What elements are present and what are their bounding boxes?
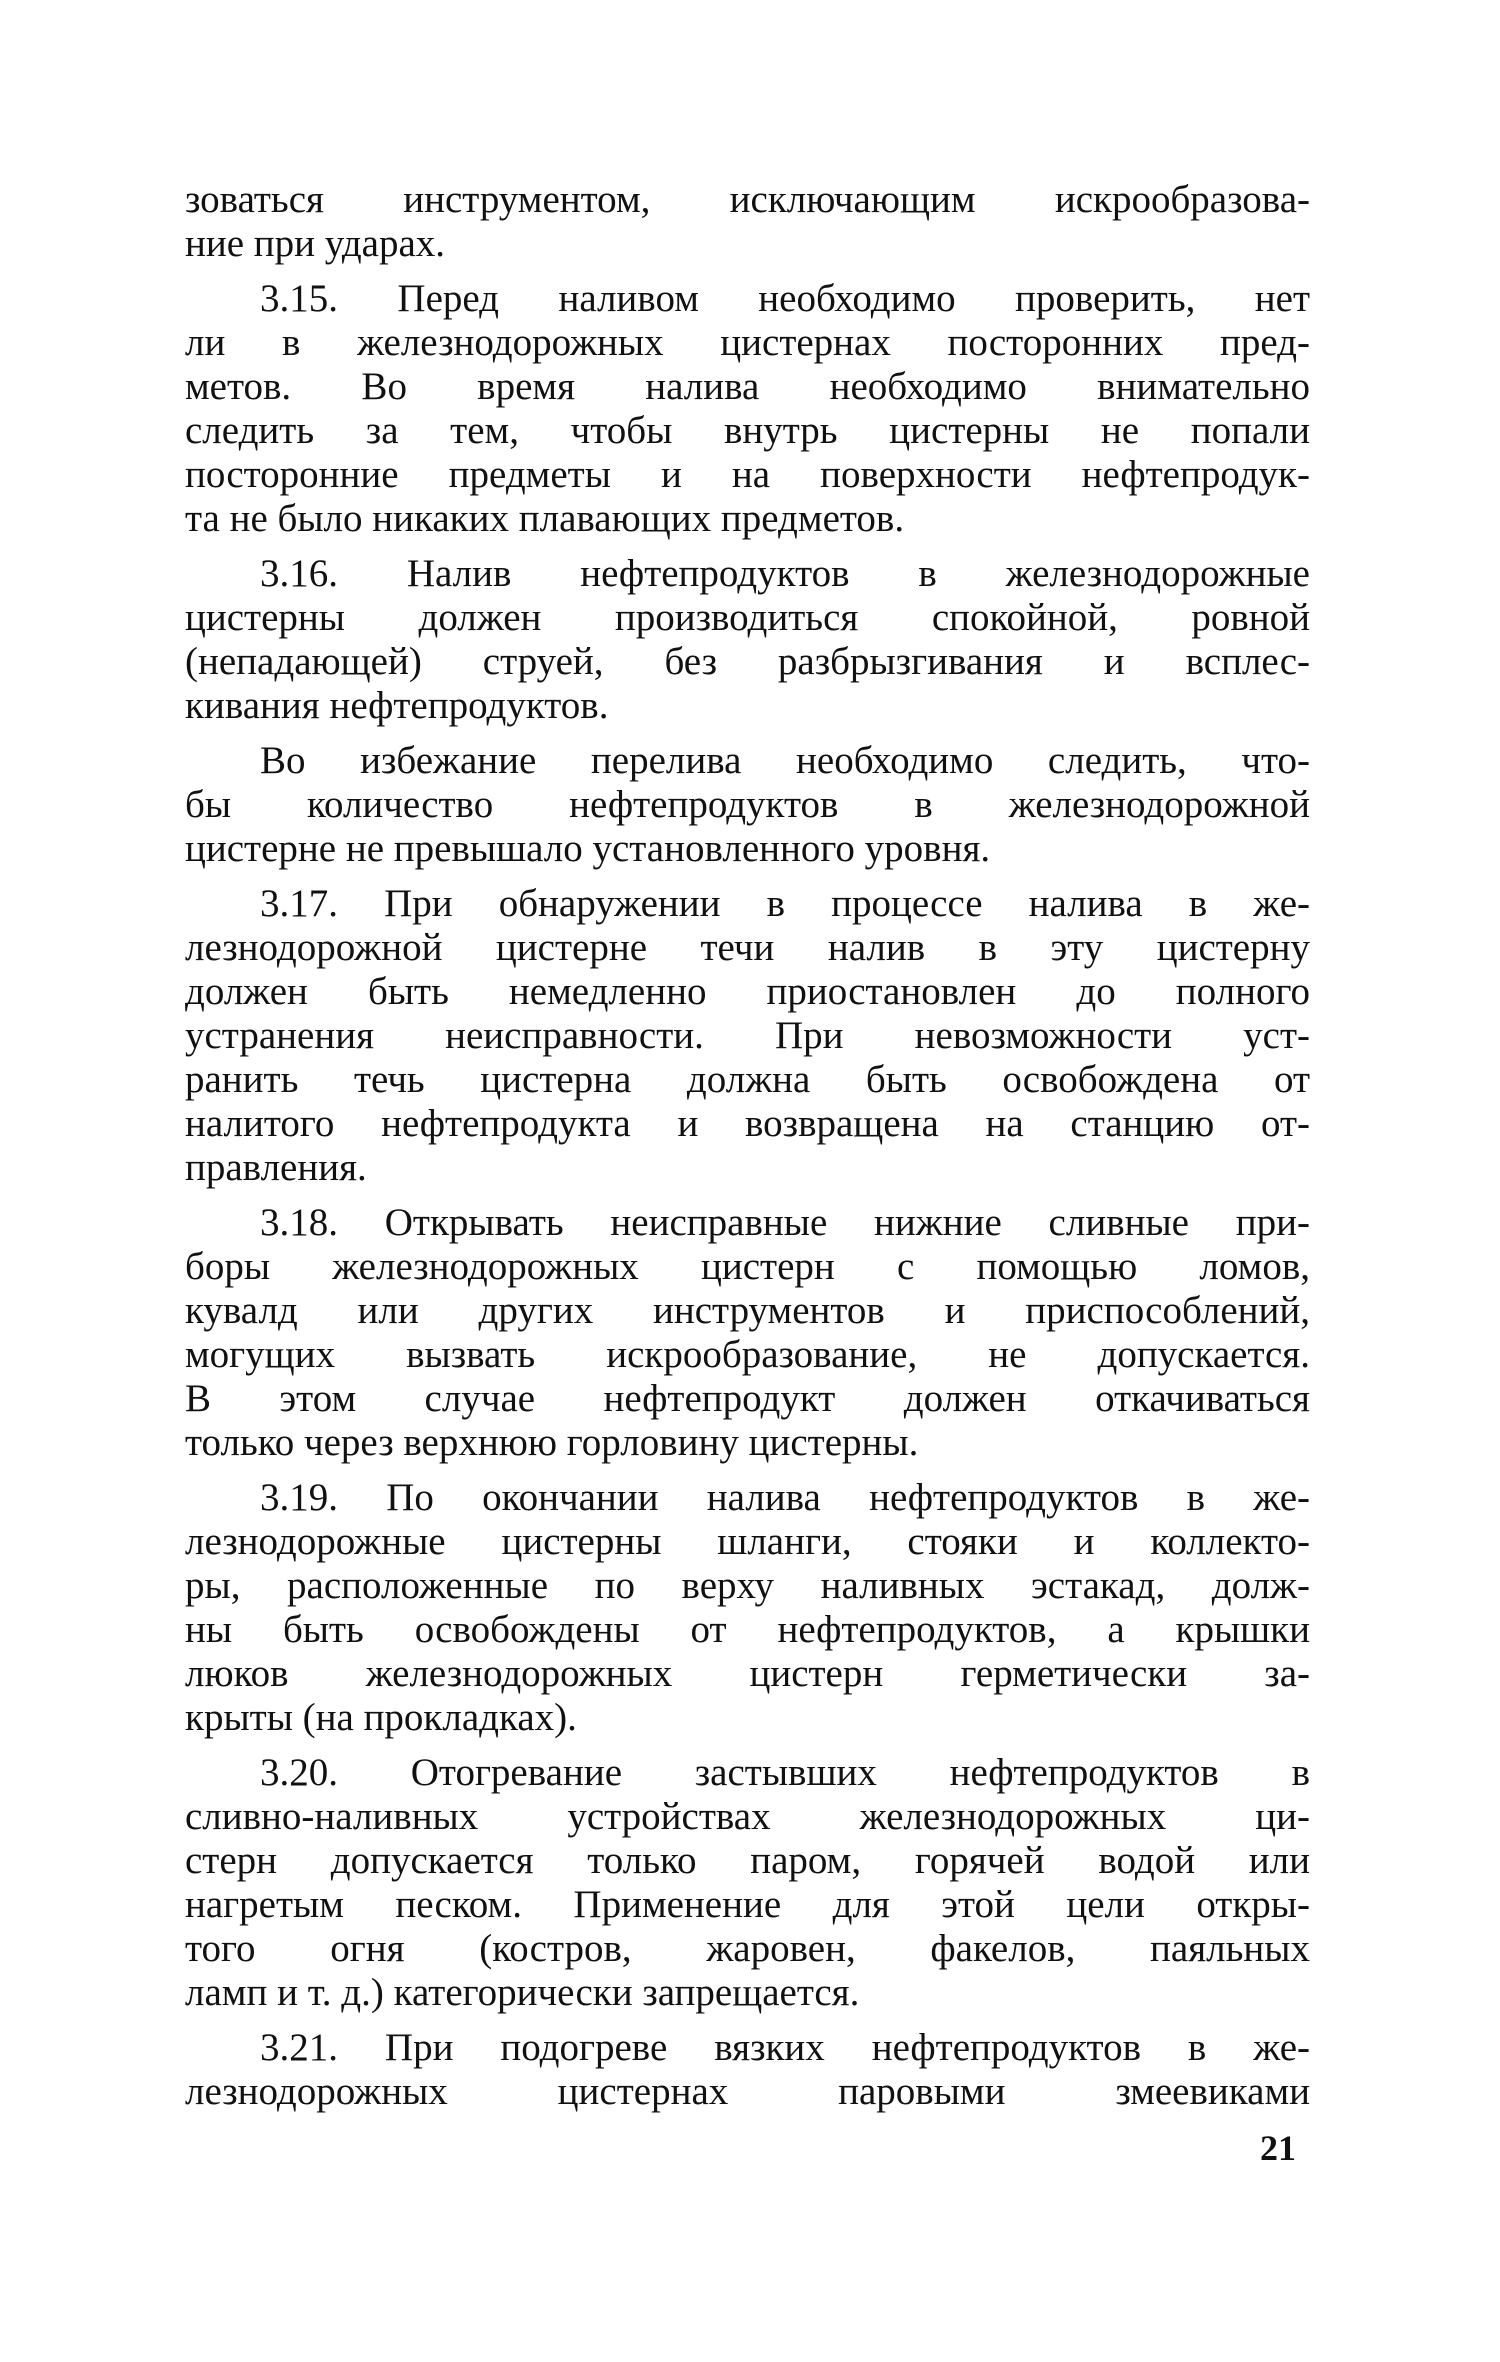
text-line: посторонние предметы и на поверхности нефтепродук- bbox=[185, 453, 1310, 496]
text-line: метов. Во время налива необходимо внимательно bbox=[185, 365, 1310, 408]
text-line: ны быть освобождены от нефтепродуктов, а крышки bbox=[185, 1608, 1310, 1651]
text-line: устранения неисправности. При невозможности уст- bbox=[185, 1014, 1310, 1057]
text-line: стерн допускается только паром, горячей водой или bbox=[185, 1839, 1310, 1882]
text-line: только через верхнюю горловину цистерны. bbox=[185, 1421, 919, 1464]
text-line: цистерны должен производиться спокойной, ровной bbox=[185, 596, 1310, 639]
text-line: того огня (костров, жаровен, факелов, паяльных bbox=[185, 1927, 1310, 1970]
paragraph bbox=[185, 1751, 1310, 2015]
text-line: ранить течь цистерна должна быть освобождена от bbox=[185, 1058, 1310, 1101]
text-line: ли в железнодорожных цистернах посторонних пред- bbox=[185, 321, 1310, 364]
text-line: цистерне не превышало установленного уровня. bbox=[185, 827, 991, 870]
paragraph bbox=[185, 552, 1310, 728]
text-line: та не было никаких плавающих предметов. bbox=[185, 497, 905, 540]
text-line: бы количество нефтепродуктов в железнодорожной bbox=[185, 783, 1310, 826]
text-line: боры железнодорожных цистерн с помощью ломов, bbox=[185, 1245, 1310, 1288]
text-line: кувалд или других инструментов и приспособлений, bbox=[185, 1289, 1310, 1332]
text-line: крыты (на прокладках). bbox=[185, 1696, 577, 1739]
text-line: 3.21. При подогреве вязких нефтепродуктов в же- bbox=[260, 2026, 1310, 2069]
text-line: люков железнодорожных цистерн герметически за- bbox=[185, 1652, 1310, 1695]
text-line: лезнодорожной цистерне течи налив в эту цистерну bbox=[185, 926, 1310, 969]
text-line: (непадающей) струей, без разбрызгивания и всплес- bbox=[185, 640, 1310, 683]
text-line: 3.17. При обнаружении в процессе налива в же- bbox=[260, 882, 1310, 925]
paragraph bbox=[185, 2026, 1310, 2114]
paragraph bbox=[185, 882, 1310, 1190]
text-line: ламп и т. д.) категорически запрещается. bbox=[185, 1971, 860, 2014]
text-line: следить за тем, чтобы внутрь цистерны не попали bbox=[185, 409, 1310, 452]
text-line: 3.19. По окончании налива нефтепродуктов в же- bbox=[260, 1476, 1310, 1519]
paragraph bbox=[185, 277, 1310, 541]
text-line: В этом случае нефтепродукт должен откачиваться bbox=[185, 1377, 1310, 1420]
text-line: 3.20. Отогревание застывших нефтепродуктов в bbox=[260, 1751, 1310, 1794]
page-body bbox=[185, 178, 1310, 2125]
text-line: ние при ударах. bbox=[185, 222, 446, 265]
text-line: нагретым песком. Применение для этой цели откры- bbox=[185, 1883, 1310, 1926]
text-line: 3.15. Перед наливом необходимо проверить, нет bbox=[260, 277, 1310, 320]
paragraph bbox=[185, 739, 1310, 871]
text-line: должен быть немедленно приостановлен до полного bbox=[185, 970, 1310, 1013]
text-line: налитого нефтепродукта и возвращена на станцию от- bbox=[185, 1102, 1310, 1145]
text-line: лезнодорожные цистерны шланги, стояки и коллекто- bbox=[185, 1520, 1310, 1563]
text-line: кивания нефтепродуктов. bbox=[185, 684, 609, 727]
text-line: ры, расположенные по верху наливных эстакад, долж- bbox=[185, 1564, 1310, 1607]
paragraph bbox=[185, 178, 1310, 266]
page-number: 21 bbox=[1260, 2128, 1296, 2168]
text-line: правления. bbox=[185, 1146, 367, 1189]
text-line: могущих вызвать искрообразование, не допускается. bbox=[185, 1333, 1310, 1376]
text-line: сливно-наливных устройствах железнодорожных ци- bbox=[185, 1795, 1310, 1838]
text-line: зоваться инструментом, исключающим искрообразова- bbox=[185, 178, 1310, 221]
text-line: Во избежание перелива необходимо следить, что- bbox=[260, 739, 1310, 782]
paragraph bbox=[185, 1201, 1310, 1465]
text-line: 3.16. Налив нефтепродуктов в железнодорожные bbox=[260, 552, 1310, 595]
text-line: лезнодорожных цистернах паровыми змеевиками bbox=[185, 2070, 1310, 2113]
paragraph bbox=[185, 1476, 1310, 1740]
text-line: 3.18. Открывать неисправные нижние сливные при- bbox=[260, 1201, 1310, 1244]
